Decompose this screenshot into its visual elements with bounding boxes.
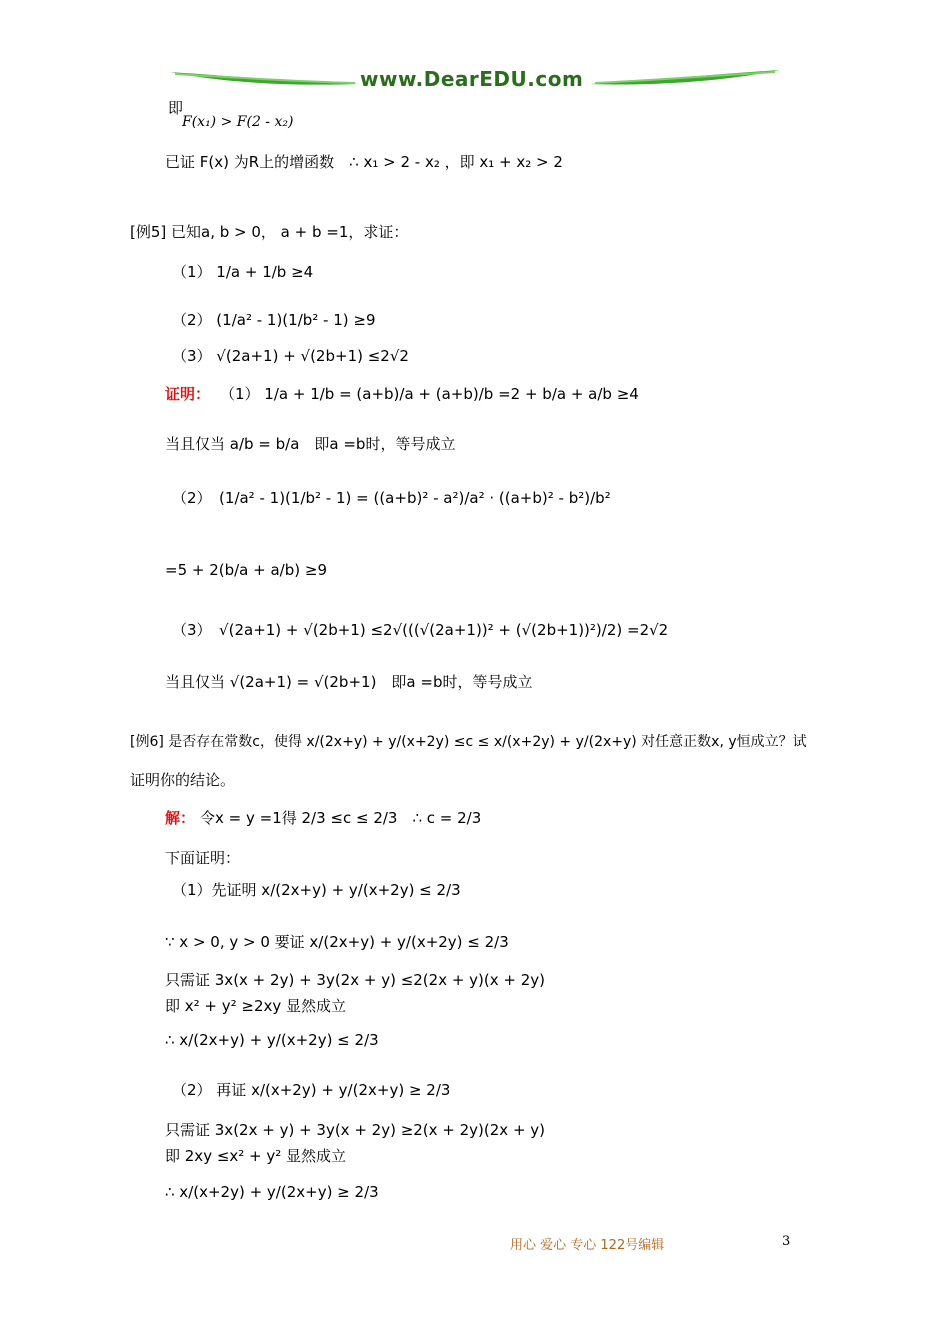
solution-line: （2） 再证 x/(x+2y) + y/(2x+y) ≥ 2/3 <box>172 1081 451 1099</box>
proof-line: =5 + 2(b/a + a/b) ≥9 <box>165 561 327 579</box>
footer-text: 用心 爱心 专心 122号编辑 <box>510 1238 665 1253</box>
proof-line: （3） √(2a+1) + √(2b+1) ≤2√(((√(2a+1))² + (√(2b+1))²)/2) =2√2 <box>172 621 669 639</box>
proof-label: 证明： <box>165 385 211 403</box>
solution-line: ∴ x/(2x+y) + y/(x+2y) ≤ 2/3 <box>165 1031 379 1049</box>
text-line: 证明你的结论。 <box>130 771 236 789</box>
solution-line: 只需证 3x(x + 2y) + 3y(2x + y) ≤2(2x + y)(x + 2y) <box>165 971 546 989</box>
solution-line: ∴ x/(x+2y) + y/(2x+y) ≥ 2/3 <box>165 1183 379 1201</box>
page-number: 3 <box>782 1234 791 1249</box>
solution-line: 即 x² + y² ≥2xy 显然成立 <box>165 997 347 1015</box>
text-line: 已证 F(x) 为R上的增函数 ∴ x₁ > 2 - x₂ ，即 x₁ + x₂ > 2 <box>165 153 563 171</box>
problem-item: （1） 1/a + 1/b ≥4 <box>172 263 314 281</box>
solution-line: 下面证明： <box>165 849 241 867</box>
proof-line: （1） 1/a + 1/b = (a+b)/a + (a+b)/b =2 + b/a + a/b ≥4 <box>220 385 639 403</box>
page-header <box>170 62 780 98</box>
proof-line: 当且仅当 a/b = b/a 即a =b时，等号成立 <box>165 435 456 453</box>
text-line: 即 <box>168 99 184 117</box>
example-heading: [例5] 已知a, b > 0， a + b =1，求证： <box>130 223 409 241</box>
proof-line: 当且仅当 √(2a+1) = √(2b+1) 即a =b时，等号成立 <box>165 673 533 691</box>
solution-line: （1）先证明 x/(2x+y) + y/(x+2y) ≤ 2/3 <box>172 881 461 899</box>
proof-line: （2） (1/a² - 1)(1/b² - 1) = ((a+b)² - a²)/a² · ((a+b)² - b²)/b² <box>172 489 611 507</box>
header-brand: www.DearEDU.com <box>360 67 584 91</box>
problem-item: （2） (1/a² - 1)(1/b² - 1) ≥9 <box>172 311 376 329</box>
solution-line: 令x = y =1得 2/3 ≤c ≤ 2/3 ∴ c = 2/3 <box>200 809 482 827</box>
problem-item: （3） √(2a+1) + √(2b+1) ≤2√2 <box>172 347 409 365</box>
solution-line: ∵ x > 0, y > 0 要证 x/(2x+y) + y/(x+2y) ≤ 2/3 <box>165 933 509 951</box>
solution-line: 即 2xy ≤x² + y² 显然成立 <box>165 1147 347 1165</box>
solution-line: 只需证 3x(2x + y) + 3y(x + 2y) ≥2(x + 2y)(2x + y) <box>165 1121 546 1139</box>
example-heading: [例6] 是否存在常数c，使得 x/(2x+y) + y/(x+2y) ≤c ≤ x/(x+2y) + y/(2x+y) 对任意正数x, y恒成立？试 <box>130 734 807 750</box>
solution-label: 解： <box>165 809 196 827</box>
formula-line: F(x₁) > F(2 - x₂) <box>182 114 294 130</box>
